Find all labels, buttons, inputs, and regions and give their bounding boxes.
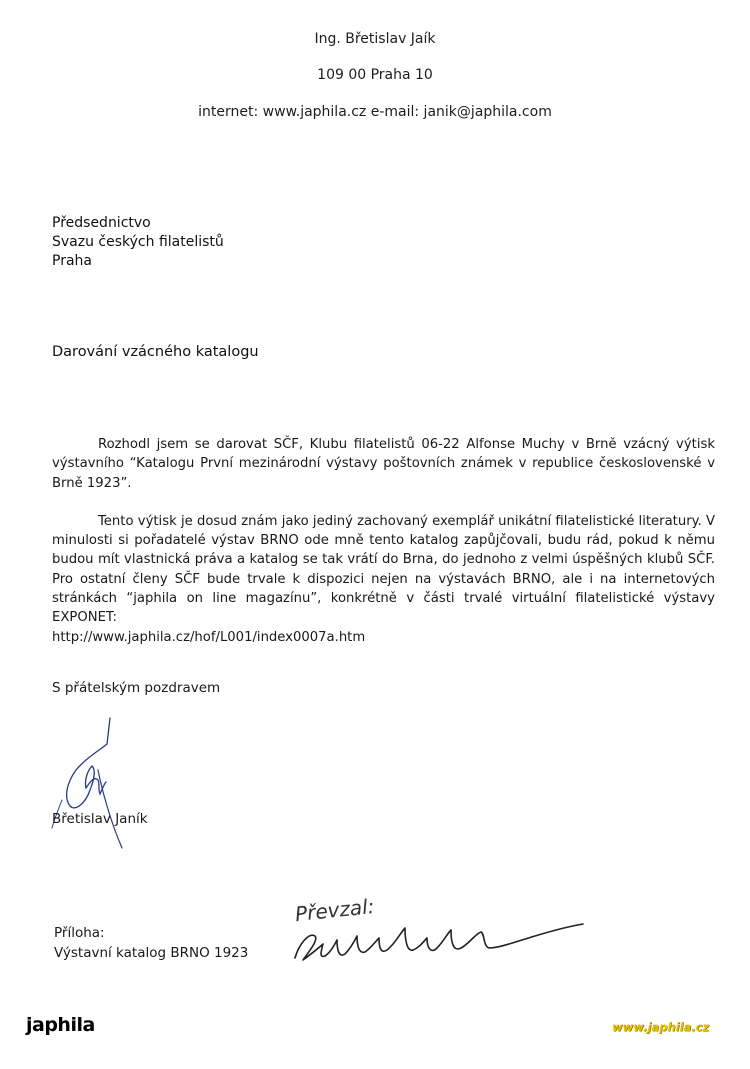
signer-name: Břetislav Janík — [52, 811, 148, 827]
attachment-label: Příloha: — [54, 925, 105, 941]
addressee-line: Svazu českých filatelistů — [52, 234, 224, 250]
received-note-text: Převzal: — [293, 893, 376, 927]
body-url: http://www.japhila.cz/hof/L001/index0007a.htm — [52, 629, 366, 645]
japhila-website-link[interactable]: www.japhila.cz — [612, 1020, 710, 1034]
handwritten-signature — [40, 710, 130, 855]
letter-subject: Darování vzácného katalogu — [52, 344, 259, 360]
addressee-line: Předsednictvo — [52, 215, 151, 231]
body-paragraph: Rozhodl jsem se darovat SČF, Klubu filatelistů 06-22 Alfonse Muchy v Brně vzácný výtisk výstavního “Katalogu První mezinárodní výstavy poštovních známek v republice československé v Brně 1923”. — [52, 437, 715, 491]
sender-contacts: internet: www.japhila.cz e-mail: janik@japhila.com — [198, 104, 552, 120]
letter-body — [52, 435, 715, 647]
attachment-item: Výstavní katalog BRNO 1923 — [54, 944, 249, 961]
japhila-logo: japhila — [26, 1014, 95, 1036]
sender-address: 109 00 Praha 10 — [317, 67, 433, 83]
body-paragraph: Tento výtisk je dosud znám jako jediný zachovaný exemplář unikátní filatelistické literatury. V minulosti si pořadatelé výstav BRNO ode mně tento katalog zapůjčovali, budu rád, pokud k němu budou mít vlastnická práva a katalog se tak vrátí do Brna, do jednoho z velmi úspěšných klubů SČF. Pro ostatní členy SČF bude trvale k dispozici nejen na výstavách BRNO, ale i na internetových stránkách “japhila on line magazínu”, konkrétně v části trvalé virtuální filatelistické výstavy EXPONET: — [52, 513, 715, 626]
closing-greeting: S přátelským pozdravem — [52, 680, 221, 696]
addressee-line: Praha — [52, 253, 92, 269]
sender-name: Ing. Břetislav Jaík — [314, 31, 436, 47]
addressee-block — [52, 214, 224, 271]
attachment-block — [54, 924, 248, 963]
received-handwritten-note — [285, 888, 585, 978]
